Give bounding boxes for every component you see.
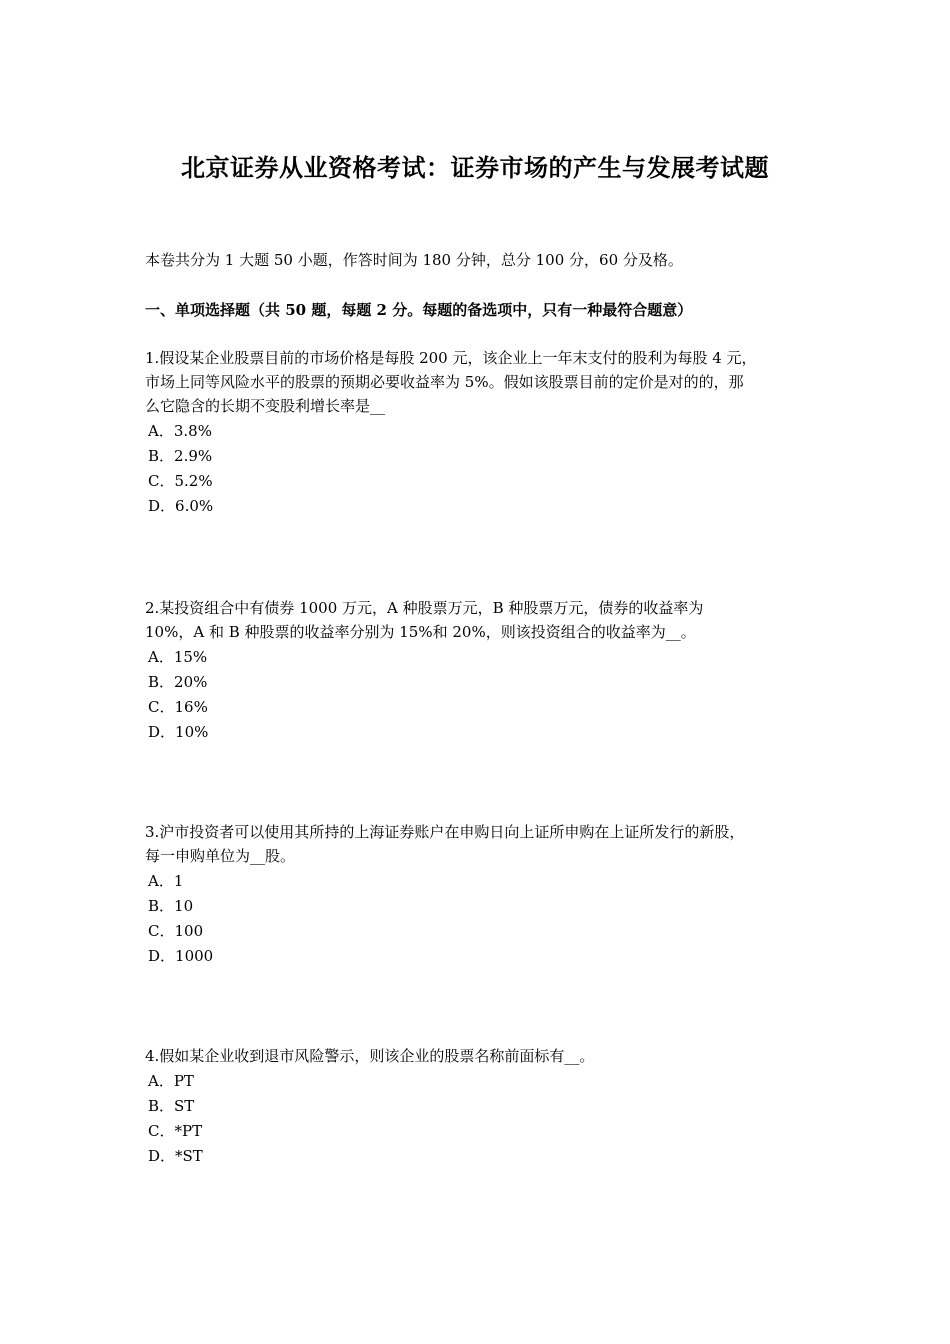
option-text: 1000 bbox=[175, 947, 214, 965]
option-letter: D． bbox=[148, 1147, 176, 1165]
question-stem bbox=[145, 1044, 825, 1068]
option-text: 6.0% bbox=[175, 497, 214, 515]
question-stem-line: 4.假如某企业收到退市风险警示，则该企业的股票名称前面标有__。 bbox=[145, 1047, 595, 1065]
option-letter: B． bbox=[148, 1097, 175, 1115]
question-stem-line: 每一申购单位为__股。 bbox=[145, 847, 296, 865]
option-letter: A． bbox=[148, 1072, 174, 1090]
question-stem-line: 10%，A 和 B 种股票的收益率分别为 15%和 20%，则该投资组合的收益率为__。 bbox=[145, 623, 696, 641]
question-stem-line: 2.某投资组合中有债券 1000 万元，A 种股票万元，B 种股票万元，债券的收益率为 bbox=[145, 599, 704, 617]
question-stem bbox=[145, 596, 825, 644]
option-text: 2.9% bbox=[174, 447, 213, 465]
option-a bbox=[145, 645, 825, 670]
option-a bbox=[145, 1069, 825, 1094]
option-c bbox=[145, 469, 825, 494]
option-letter: D． bbox=[148, 497, 176, 515]
question-stem-line: 1.假设某企业股票目前的市场价格是每股 200 元，该企业上一年末支付的股利为每股 4 元， bbox=[145, 349, 757, 367]
option-letter: D． bbox=[148, 947, 176, 965]
exam-intro: 本卷共分为 1 大题 50 小题，作答时间为 180 分钟，总分 100 分，60 分及格。 bbox=[145, 251, 683, 269]
option-letter: C． bbox=[148, 1122, 175, 1140]
option-text: 1 bbox=[173, 872, 184, 890]
option-b bbox=[145, 444, 825, 469]
option-a bbox=[145, 419, 825, 444]
option-d bbox=[145, 944, 825, 969]
option-text: 10 bbox=[174, 897, 194, 915]
option-b bbox=[145, 1094, 825, 1119]
option-text: 100 bbox=[174, 922, 204, 940]
document-title: 北京证券从业资格考试：证券市场的产生与发展考试题 bbox=[181, 153, 769, 182]
question-stem-line: 3.沪市投资者可以使用其所持的上海证券账户在申购日向上证所申购在上证所发行的新股， bbox=[145, 823, 745, 841]
option-text: 16% bbox=[174, 698, 208, 716]
option-letter: A． bbox=[148, 422, 174, 440]
option-b bbox=[145, 894, 825, 919]
option-d bbox=[145, 494, 825, 519]
option-letter: B． bbox=[148, 673, 175, 691]
option-letter: B． bbox=[148, 447, 175, 465]
option-c bbox=[145, 919, 825, 944]
option-text: ST bbox=[174, 1097, 195, 1115]
option-letter: D． bbox=[148, 723, 176, 741]
option-text: 10% bbox=[175, 723, 209, 741]
option-c bbox=[145, 1119, 825, 1144]
option-letter: C． bbox=[148, 698, 175, 716]
option-text: PT bbox=[173, 1072, 194, 1090]
option-a bbox=[145, 869, 825, 894]
option-b bbox=[145, 670, 825, 695]
section-heading: 一、单项选择题（共 50 题，每题 2 分。每题的备选项中，只有一种最符合题意） bbox=[145, 301, 693, 319]
option-text: 15% bbox=[173, 648, 208, 666]
question-stem-line: 么它隐含的长期不变股利增长率是__ bbox=[145, 397, 386, 415]
question-stem bbox=[145, 820, 825, 868]
question-stem-line: 市场上同等风险水平的股票的预期必要收益率为 5%。假如该股票目前的定价是对的的，那 bbox=[145, 373, 744, 391]
question-2 bbox=[145, 596, 825, 745]
option-letter: C． bbox=[148, 472, 175, 490]
option-letter: B． bbox=[148, 897, 175, 915]
option-text: 3.8% bbox=[173, 422, 212, 440]
option-c bbox=[145, 695, 825, 720]
option-d bbox=[145, 1144, 825, 1169]
option-text: *ST bbox=[175, 1147, 203, 1165]
option-letter: A． bbox=[148, 872, 174, 890]
option-text: *PT bbox=[174, 1122, 203, 1140]
question-4 bbox=[145, 1044, 825, 1169]
question-3 bbox=[145, 820, 825, 969]
option-letter: A． bbox=[148, 648, 174, 666]
question-1 bbox=[145, 346, 825, 519]
option-d bbox=[145, 720, 825, 745]
option-letter: C． bbox=[148, 922, 175, 940]
question-stem bbox=[145, 346, 825, 418]
option-text: 20% bbox=[174, 673, 208, 691]
option-text: 5.2% bbox=[174, 472, 213, 490]
